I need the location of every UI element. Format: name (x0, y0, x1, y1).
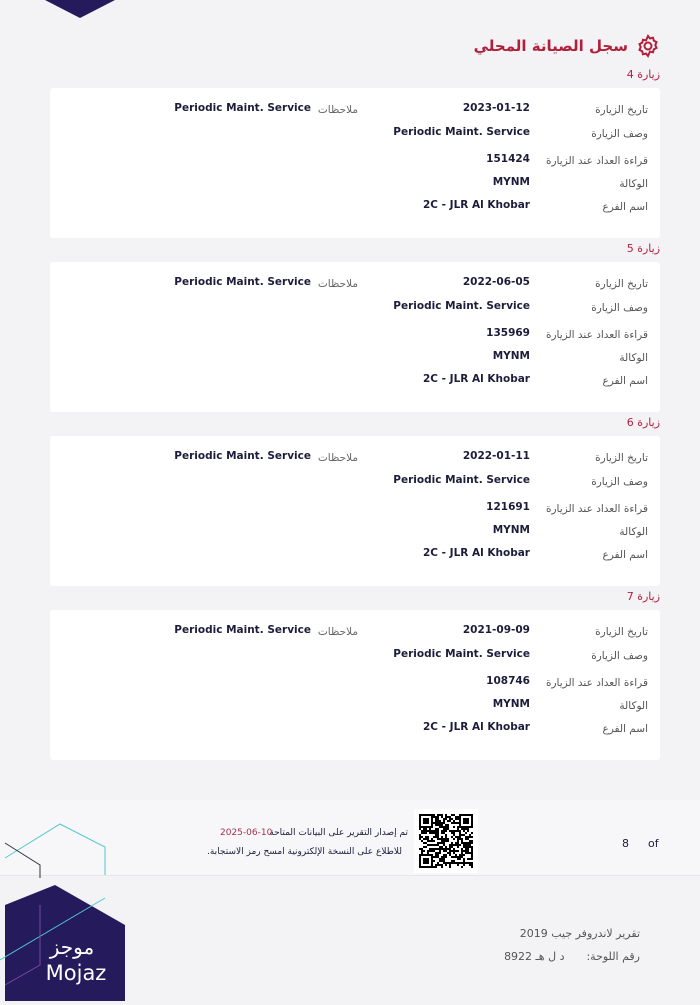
field-value-odometer: 108746 (486, 675, 530, 687)
field-label-notes: ملاحظات (317, 452, 358, 464)
section-title (474, 34, 660, 58)
field-value-branch: 2C - JLR Al Khobar (422, 721, 530, 733)
field-value-branch: 2C - JLR Al Khobar (422, 199, 530, 211)
visit-label: زيارة 5 (626, 242, 660, 255)
field-value-notes: Periodic Maint. Service (174, 102, 311, 114)
field-value-date: 2022-01-11 (462, 450, 530, 462)
field-label-desc: وصف الزيارة (591, 476, 648, 488)
field-label-branch: اسم الفرع (602, 375, 648, 387)
field-label-agency: الوكالة (619, 178, 648, 190)
field-value-agency: MYNM (492, 350, 530, 362)
field-value-date: 2023-01-12 (462, 102, 530, 114)
corner-decoration (45, 0, 115, 18)
field-label-notes: ملاحظات (317, 278, 358, 290)
field-value-desc: Periodic Maint. Service (393, 300, 530, 312)
mojaz-logo (0, 820, 200, 1005)
plate-label: رقم اللوحة: (586, 950, 640, 963)
plate-number (504, 950, 640, 963)
field-value-date: 2021-09-09 (462, 624, 530, 636)
visit-card (50, 262, 660, 412)
field-label-desc: وصف الزيارة (591, 128, 648, 140)
field-label-branch: اسم الفرع (602, 723, 648, 735)
field-label-agency: الوكالة (619, 352, 648, 364)
field-label-branch: اسم الفرع (602, 201, 648, 213)
field-value-branch: 2C - JLR Al Khobar (422, 373, 530, 385)
visit-label: زيارة 6 (626, 416, 660, 429)
report-title: تقرير لاندروفر جيب 2019 (519, 927, 640, 940)
field-label-odometer: قراءة العداد عند الزيارة (545, 329, 648, 341)
field-label-odometer: قراءة العداد عند الزيارة (545, 155, 648, 167)
plate-value: د ل هـ 8922 (504, 950, 565, 963)
field-label-notes: ملاحظات (317, 104, 358, 116)
field-value-odometer: 151424 (486, 153, 530, 165)
field-value-desc: Periodic Maint. Service (393, 474, 530, 486)
field-value-date: 2022-06-05 (462, 276, 530, 288)
visit-card (50, 88, 660, 238)
scan-text: للاطلاع على النسخة الإلكترونية امسح رمز الاستجابة. (207, 847, 402, 857)
page-number: 8 (622, 837, 629, 850)
field-label-agency: الوكالة (619, 526, 648, 538)
field-label-desc: وصف الزيارة (591, 302, 648, 314)
field-value-desc: Periodic Maint. Service (393, 126, 530, 138)
field-label-branch: اسم الفرع (602, 549, 648, 561)
field-label-date: تاريخ الزيارة (595, 278, 648, 290)
qr-code (414, 809, 478, 873)
title-text: سجل الصيانة المحلي (473, 37, 628, 55)
svg-text:Mojaz: Mojaz (45, 961, 107, 985)
field-label-date: تاريخ الزيارة (595, 104, 648, 116)
field-label-notes: ملاحظات (317, 626, 358, 638)
field-label-odometer: قراءة العداد عند الزيارة (545, 503, 648, 515)
field-value-desc: Periodic Maint. Service (393, 648, 530, 660)
visit-card (50, 610, 660, 760)
field-label-odometer: قراءة العداد عند الزيارة (545, 677, 648, 689)
issued-text: تم إصدار التقرير على البيانات المتاحة (269, 828, 408, 838)
svg-text:موجز: موجز (49, 935, 95, 959)
field-label-date: تاريخ الزيارة (595, 452, 648, 464)
field-label-date: تاريخ الزيارة (595, 626, 648, 638)
field-value-notes: Periodic Maint. Service (174, 450, 311, 462)
field-label-agency: الوكالة (619, 700, 648, 712)
issued-date: 2025-06-10 (220, 828, 273, 838)
field-value-agency: MYNM (492, 176, 530, 188)
field-value-branch: 2C - JLR Al Khobar (422, 547, 530, 559)
page-of: of (648, 837, 659, 850)
field-value-agency: MYNM (492, 524, 530, 536)
field-value-odometer: 121691 (486, 501, 530, 513)
field-value-odometer: 135969 (486, 327, 530, 339)
field-value-notes: Periodic Maint. Service (174, 624, 311, 636)
visit-card (50, 436, 660, 586)
visit-label: زيارة 4 (626, 68, 660, 81)
visit-label: زيارة 7 (626, 590, 660, 603)
gear-icon (636, 34, 660, 58)
field-label-desc: وصف الزيارة (591, 650, 648, 662)
field-value-notes: Periodic Maint. Service (174, 276, 311, 288)
field-value-agency: MYNM (492, 698, 530, 710)
